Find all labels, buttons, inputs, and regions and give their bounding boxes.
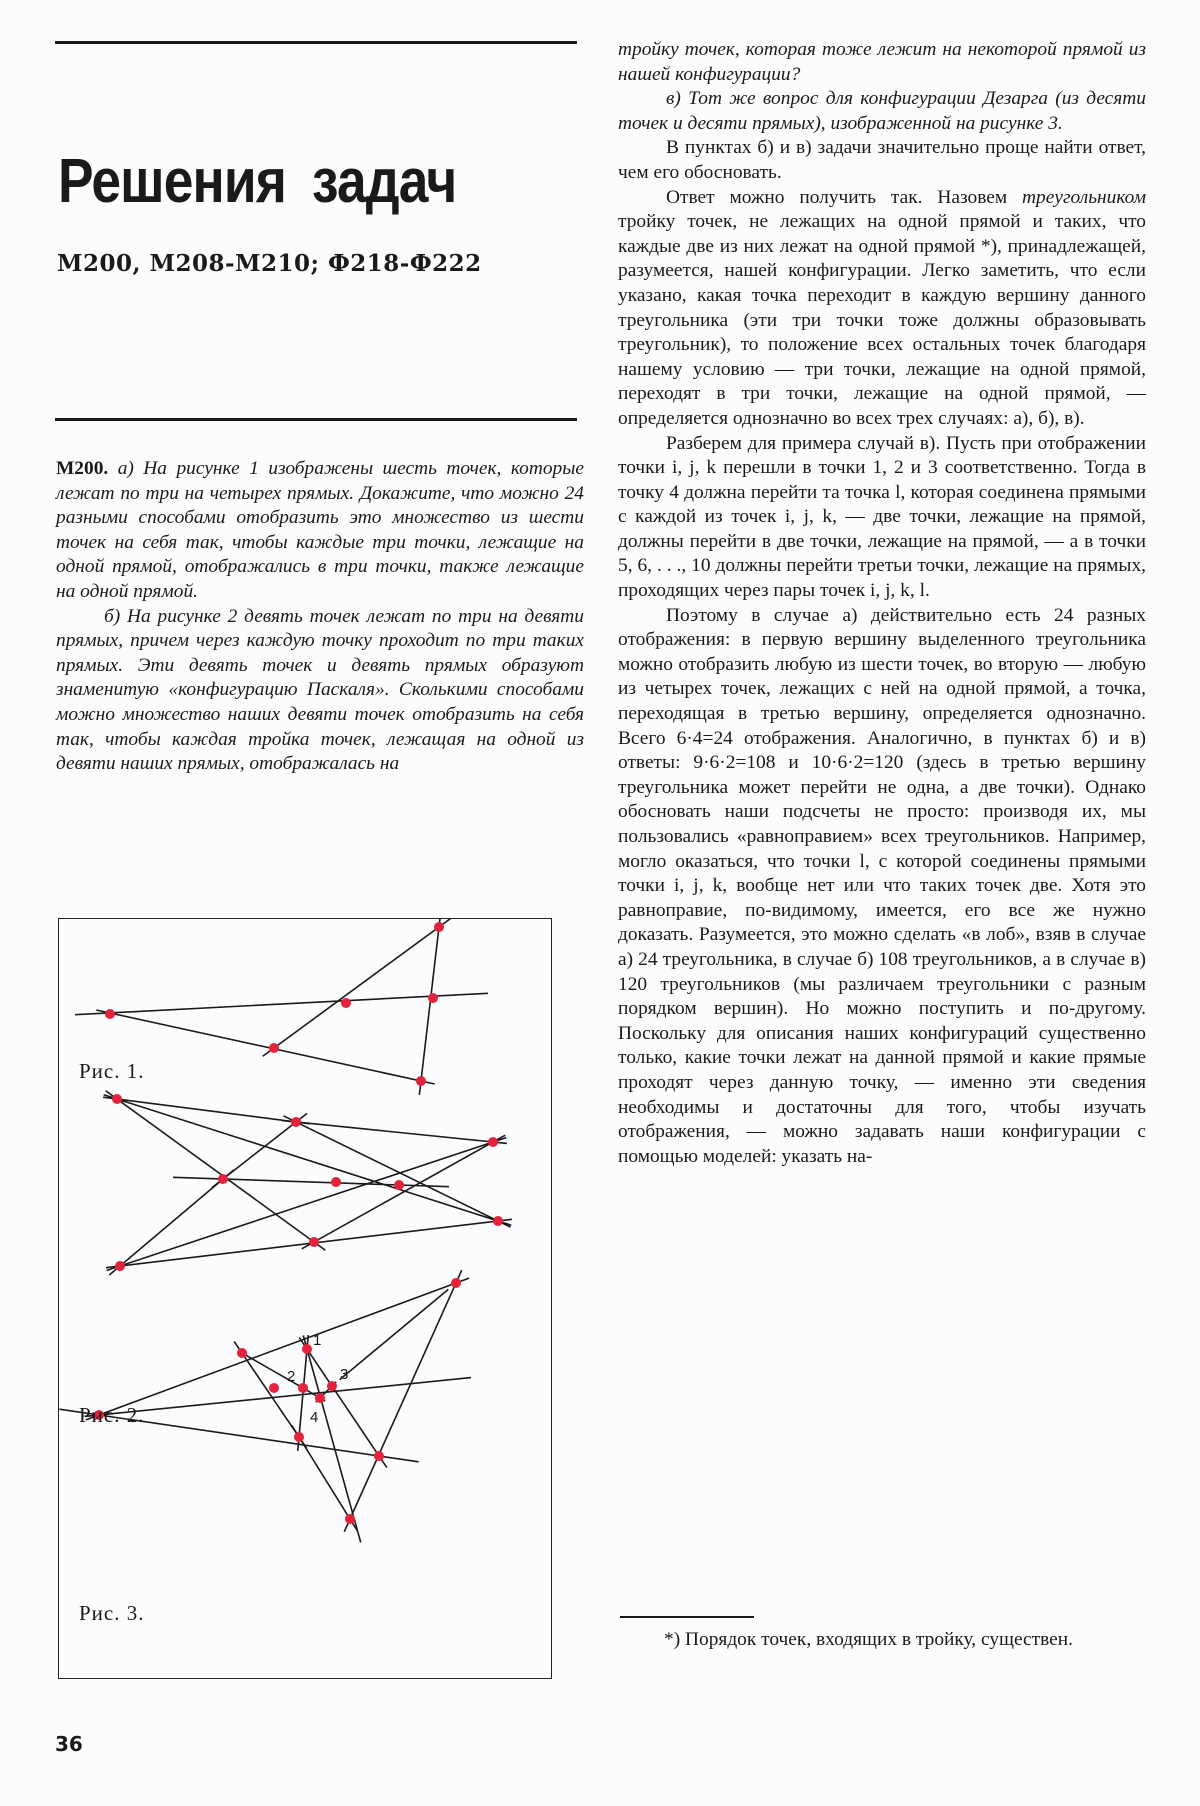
problem-m200-part-b: б) На рисунке 2 девять точек лежат по три на девяти прямых, причем через каждую точку проходит по три таких прямых. Эти девять точек и девять прямых образуют знаменитую «конфигурацию Паскаля». Сколькими способами можно множество наших девяти точек отобразить на себя так, чтобы каждая тройка точек, лежащая на одной из девяти наших прямых, отображалась на bbox=[56, 605, 584, 775]
fig3-point bbox=[237, 1348, 247, 1358]
footnote-rule bbox=[620, 1616, 754, 1618]
fig2-point bbox=[291, 1117, 301, 1127]
fig3-line bbox=[299, 1337, 387, 1467]
problem-m200-part-b-cont: тройку точек, которая тоже лежит на некоторой прямой из нашей конфигурации? bbox=[618, 39, 1146, 85]
fig1-point bbox=[428, 993, 438, 1003]
fig2-point bbox=[493, 1216, 503, 1226]
figures-svg bbox=[59, 919, 551, 1678]
fig1-point bbox=[105, 1009, 115, 1019]
fig3-line bbox=[86, 1278, 469, 1420]
page-number: 36 bbox=[55, 1732, 83, 1756]
fig3-label-4: 4 bbox=[310, 1409, 319, 1426]
figure-3-caption: Рис. 3. bbox=[79, 1601, 145, 1625]
solution-para-3: Разберем для примера случай в). Пусть при отображении точки i, j, k перешли в точки 1, 2 и 3 соответственно. Тогда в точку 4 должна перейти та точка l, которая соединена прямыми с каждой из точек i, j, k, — две точки, лежащие на прямой, должны перейти в две точки, лежащие на прямой, — а в точки 5, 6, . . ., 10 должны перейти третьи точки, лежащие на прямых, проходящих через пары точек i, j, k, l. bbox=[618, 432, 1146, 602]
fig3-point bbox=[345, 1514, 355, 1524]
fig2-line bbox=[106, 1091, 326, 1250]
problem-id: M200. bbox=[56, 458, 109, 479]
fig3-point bbox=[302, 1344, 312, 1354]
fig2-point bbox=[331, 1177, 341, 1187]
fig1-line-3 bbox=[263, 919, 451, 1056]
fig3-label-3: 3 bbox=[340, 1366, 349, 1383]
fig3-point bbox=[374, 1451, 384, 1461]
fig3-point bbox=[294, 1432, 304, 1442]
fig3-point bbox=[327, 1381, 337, 1391]
figure-1-caption: Рис. 1. bbox=[79, 1059, 145, 1083]
footnote: *) Порядок точек, входящих в тройку, существен. bbox=[664, 1629, 1074, 1650]
fig3-point bbox=[298, 1383, 308, 1393]
problem-list-subtitle: M200, M208-M210; Ф218-Ф222 bbox=[57, 250, 482, 277]
fig2-point bbox=[488, 1137, 498, 1147]
page-title: Решения задач bbox=[58, 147, 457, 216]
fig1-line-1 bbox=[75, 993, 488, 1014]
fig3-line bbox=[303, 1336, 360, 1543]
fig2-point bbox=[218, 1174, 228, 1184]
fig1-point bbox=[434, 922, 444, 932]
fig2-point bbox=[115, 1261, 125, 1271]
fig3-label-1: 1 bbox=[313, 1332, 322, 1349]
fig3-point bbox=[269, 1383, 279, 1393]
fig2-line bbox=[104, 1095, 512, 1226]
top-rule bbox=[55, 41, 577, 44]
fig2-point bbox=[394, 1180, 404, 1190]
figure-2-caption: Рис. 2. bbox=[79, 1403, 145, 1427]
problem-m200-part-a: M200. а) На рисунке 1 изображены шесть точек, которые лежат по три на четырех прямых. Докажите, что можно 24 разными способами отобразить это множество из шести точек на себя так, чтобы каждые три точки, лежащие на одной прямой, отображались в три точки, также лежащие на одной прямой. bbox=[56, 458, 584, 602]
left-column bbox=[56, 457, 584, 777]
fig3-point bbox=[315, 1393, 325, 1403]
figure-box bbox=[58, 918, 552, 1679]
fig1-point bbox=[416, 1076, 426, 1086]
fig3-label-2: 2 bbox=[287, 1368, 296, 1385]
fig2-point bbox=[309, 1237, 319, 1247]
solution-para-1: В пунктах б) и в) задачи значительно проще найти ответ, чем его обосновать. bbox=[618, 137, 1146, 183]
solution-para-4: Поэтому в случае а) действительно есть 24 разных отображения: в первую вершину выделенного треугольника можно отобразить любую из шести точек, во вторую — любую из четырех точек, лежащих с ней на одной прямой, а точка, переходящая в третью вершину, определяется однозначно. Всего 6·4=24 отображения. Аналогично, в пунктах б) и в) ответы: 9·6·2=108 и 10·6·2=120 (здесь в третью вершину треугольника может перейти не одна, а две точки). Однако обосновать наши подсчеты не просто: производя их, мы пользовались «равноправием» всех треугольников. Например, могло оказаться, что точки l, с которой соединены прямыми точки i, j, k, вообще нет или что таких точек две. Хотя это равноправие, по-видимому, имеется, его все же нужно доказать. Разумеется, это можно сделать «в лоб», взяв в случае а) 24 треугольника, в случае б) 108 треугольников, а в случае в) 120 треугольников (мы различаем треугольники с разным порядком вершин). Но можно поступить и по-другому. Поскольку для описания наших конфигураций существенно только, какие точки лежат на данной прямой и какие прямые проходят через данную точку, — именно эти сведения необходимы и достаточны для того, чтобы изучать отображения, — можно задавать наши конфигурации с помощью моделей: указать на- bbox=[618, 604, 1146, 1167]
fig3-line bbox=[344, 1270, 461, 1532]
section-rule bbox=[55, 418, 577, 421]
fig1-line-2 bbox=[96, 1010, 434, 1084]
fig1-point bbox=[269, 1043, 279, 1053]
right-column bbox=[618, 38, 1146, 1169]
fig2-point bbox=[112, 1094, 122, 1104]
term-triangle: треугольником bbox=[1022, 186, 1146, 208]
problem-m200-part-c: в) Тот же вопрос для конфигурации Дезарга (из десяти точек и десяти прямых), изображенной на рисунке 3. bbox=[618, 88, 1146, 134]
fig1-line-4 bbox=[419, 919, 440, 1095]
solution-para-2: Ответ можно получить так. Назовем треугольником тройку точек, не лежащих на одной прямой и таких, что каждые две из них лежат на одной прямой *), принадлежащей, разумеется, нашей конфигурации. Легко заметить, что если указано, какая точка переходит в каждую вершину данного треугольника (эти три точки тоже должны образовывать треугольник), то положение всех остальных точек благодаря нашему условию — три точки, лежащие на одной прямой, переходят в три точки, лежащие на одной прямой, — определяется однозначно во всех трех случаях: а), б), в). bbox=[618, 186, 1146, 429]
fig3-point bbox=[451, 1278, 461, 1288]
fig1-point bbox=[341, 998, 351, 1008]
